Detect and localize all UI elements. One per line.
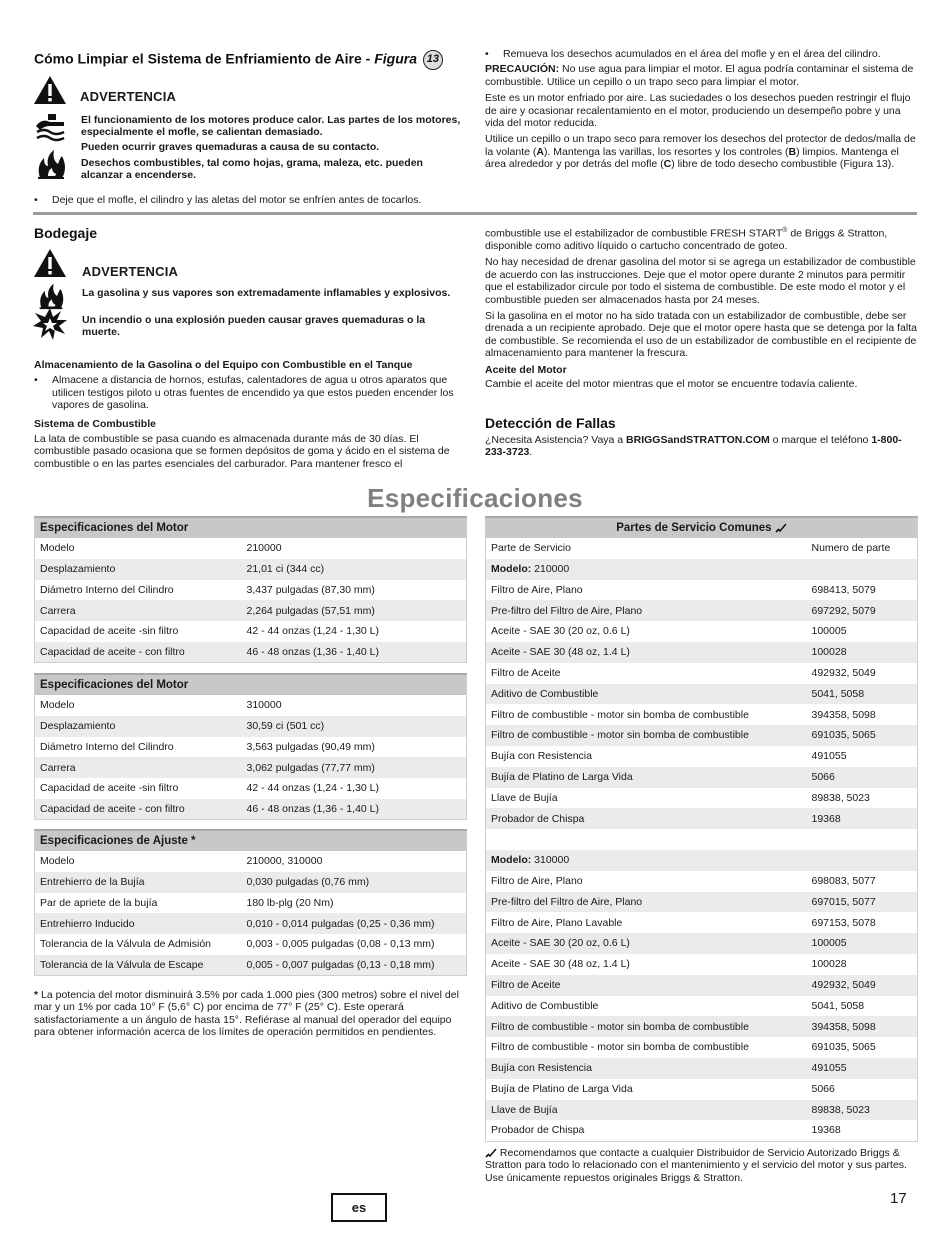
table-row: Entrehierro de la Bujía 0,030 pulgadas (0,76 mm) <box>35 872 467 893</box>
table-row: Aditivo de Combustible 5041, 5058 <box>486 996 918 1017</box>
engine-oil-subheading: Aceite del Motor <box>485 363 567 376</box>
table-title: Especificaciones de Ajuste * <box>35 830 467 851</box>
table-row: Filtro de Aceite 492932, 5049 <box>486 663 918 684</box>
specifications-title: Especificaciones <box>367 483 583 513</box>
phone-number: 1-800-233-3723 <box>485 434 902 459</box>
warning-triangle-icon <box>33 75 67 105</box>
table-row: Par de apriete de la bujía 180 lb-plg (20 Nm) <box>35 893 467 914</box>
table-row: Capacidad de aceite -sin filtro 42 - 44 onzas (1,24 - 1,30 L) <box>35 778 467 799</box>
table-row: Tolerancia de la Válvula de Escape 0,005 - 0,007 pulgadas (0,13 - 0,18 mm) <box>35 955 467 976</box>
fuel-storage-subheading: Almacenamiento de la Gasolina o del Equipo con Combustible en el Tanque <box>34 359 413 371</box>
fire-icon <box>34 282 68 310</box>
model-row: Modelo: 310000 <box>486 850 918 871</box>
table-row: Filtro de combustible - motor sin bomba de combustible 691035, 5065 <box>486 1037 918 1058</box>
storage-title: Bodegaje <box>34 225 98 241</box>
table-row: Entrehierro Inducido 0,010 - 0,014 pulgadas (0,25 - 0,36 mm) <box>35 913 467 934</box>
table-row: Modelo 210000 <box>35 538 467 559</box>
table-title: Especificaciones del Motor <box>35 517 467 538</box>
table-row: Probador de Chispa 19368 <box>486 808 918 829</box>
table-row: Pre-filtro del Filtro de Aire, Plano 697015, 5077 <box>486 892 918 913</box>
table-row: Carrera 2,264 pulgadas (57,51 mm) <box>35 600 467 621</box>
table-row: Aceite - SAE 30 (20 oz, 0.6 L) 100005 <box>486 621 918 642</box>
storage-warning-2: Un incendio o una explosión pueden causar graves quemaduras o la muerte. <box>82 314 426 338</box>
table-row: Desplazamiento 30,59 ci (501 cc) <box>35 716 467 737</box>
table-row: Bujía con Resistencia 491055 <box>486 1058 918 1079</box>
table-row: Filtro de Aire, Plano 698083, 5077 <box>486 871 918 892</box>
table-title: Partes de Servicio Comunes <box>486 517 918 538</box>
table-row: Aceite - SAE 30 (20 oz, 0.6 L) 100005 <box>486 933 918 954</box>
table-row: Aceite - SAE 30 (48 oz, 1.4 L) 100028 <box>486 642 918 663</box>
right-bullet: • Remueva los desechos acumulados en el área del mofle y en el área del cilindro. <box>485 48 919 60</box>
table-row: Bujía con Resistencia 491055 <box>486 746 918 767</box>
page-number: 17 <box>890 1190 907 1207</box>
brush-paragraph: Utilice un cepillo o un trapo seco para remover los desechos del protector de dedos/malla de la volante (A). Mantenga las varillas, los resortes y los controles (B) limpios. Mantenga el área alrededor y por detrás del mofle (C) libre de todo desecho combustible (Figura 13). <box>485 133 916 171</box>
table-row: Diámetro Interno del Cilindro 3,437 pulgadas (87,30 mm) <box>35 580 467 601</box>
figure-number-badge: 13 <box>423 50 443 70</box>
table-row: Filtro de combustible - motor sin bomba de combustible 394358, 5098 <box>486 1016 918 1037</box>
troubleshooting-text: ¿Necesita Asistencia? Vaya a BRIGGSandSTRATTON.COM o marque el teléfono 1-800-233-3723. <box>485 434 902 459</box>
air-warning-3: Desechos combustibles, tal como hojas, grama, maleza, etc. pueden alcanzar a encenderse. <box>81 157 423 181</box>
air-warning-2: Pueden ocurrir graves quemaduras a causa de su contacto. <box>81 141 380 153</box>
table-row: Aceite - SAE 30 (48 oz, 1.4 L) 100028 <box>486 954 918 975</box>
stabilizer-paragraph: No hay necesidad de drenar gasolina del motor si se agrega un estabilizador de combustible de acuerdo con las instrucciones. Deje que el motor opere durante 2 minutos para permitir que el estabilizador circule por todo el sistema de combustible. De este modo el motor y el combustible pueden ser almacenados hasta por 24 meses. <box>485 256 916 306</box>
hot-surface-icon <box>34 112 68 142</box>
table-row: Capacidad de aceite - con filtro 46 - 48 onzas (1,36 - 1,40 L) <box>35 799 467 820</box>
table-title: Especificaciones del Motor <box>35 674 467 695</box>
table-header-row: Parte de Servicio Numero de parte <box>486 538 918 559</box>
model-row: Modelo: 210000 <box>486 559 918 580</box>
service-parts-table <box>485 516 918 1142</box>
air-cooling-title: Cómo Limpiar el Sistema de Enfriamiento de Aire - Figura 13 <box>34 50 468 70</box>
fire-icon <box>34 148 68 180</box>
engine-oil-text: Cambie el aceite del motor mientras que el motor se encuentre todavía caliente. <box>485 377 858 390</box>
drain-paragraph: Si la gasolina en el motor no ha sido tratada con un estabilizador de combustible, debe ser drenada a un recipiente aprobado. Deje que el motor opere hasta que se detenga por la falta de combustible. Se recomienda el uso de un estabilizador de combustible en el recipiente de almacenamiento para mantener la frescura. <box>485 309 917 360</box>
table-row: Llave de Bujía 89838, 5023 <box>486 788 918 809</box>
adjustment-specs-table <box>34 829 467 976</box>
section-divider <box>33 212 917 215</box>
air-cooled-paragraph: Este es un motor enfriado por aire. Las suciedades o los desechos pueden restringir el flujo de aire y ocasionar recalentamiento en el motor, produciendo un desempeño pobre y una vida del motor reducida. <box>485 92 911 130</box>
wrench-check-icon <box>485 1148 497 1158</box>
table-row: Filtro de combustible - motor sin bomba de combustible 691035, 5065 <box>486 725 918 746</box>
storage-warning-title: ADVERTENCIA <box>82 264 179 279</box>
warning-title: ADVERTENCIA <box>80 89 177 104</box>
table-row: Modelo 210000, 310000 <box>35 851 467 872</box>
service-note: Recomendamos que contacte a cualquier Distribuidor de Servicio Autorizado Briggs & Stratton para todo lo relacionado con el mantenimiento y el servicio del motor y sus partes. Use únicamente repuestos originales Briggs & Stratton. <box>485 1147 907 1184</box>
warning-triangle-icon <box>33 248 67 278</box>
table-row: Probador de Chispa 19368 <box>486 1120 918 1141</box>
table-row: Filtro de Aire, Plano Lavable 697153, 5078 <box>486 912 918 933</box>
fuel-system-subheading: Sistema de Combustible <box>34 417 156 430</box>
table-row: Filtro de combustible - motor sin bomba de combustible 394358, 5098 <box>486 704 918 725</box>
wrench-check-icon <box>775 523 787 533</box>
table-row: Tolerancia de la Válvula de Admisión 0,003 - 0,005 pulgadas (0,08 - 0,13 mm) <box>35 934 467 955</box>
table-row: Filtro de Aire, Plano 698413, 5079 <box>486 580 918 601</box>
air-warning-1: El funcionamiento de los motores produce calor. Las partes de los motores, especialmente el mofle, se calientan demasiado. <box>81 114 461 138</box>
table-row: Aditivo de Combustible 5041, 5058 <box>486 684 918 705</box>
engine-specs-table-210000 <box>34 516 467 663</box>
website-link[interactable]: BRIGGSandSTRATTON.COM <box>626 434 770 446</box>
table-row: Pre-filtro del Filtro de Aire, Plano 697292, 5079 <box>486 600 918 621</box>
table-row: Modelo 310000 <box>35 695 467 716</box>
table-row: Desplazamiento 21,01 ci (344 cc) <box>35 559 467 580</box>
air-cooling-section <box>34 50 468 70</box>
fuel-storage-bullet: • Almacene a distancia de hornos, estufas, calentadores de agua u otros aparatos que utilicen testigos piloto u otras fuentes de encendido ya que estos pueden encender los vapores de gasolina. <box>34 374 468 411</box>
power-footnote: * La potencia del motor disminuirá 3.5% por cada 1.000 pies (300 metros) sobre el nivel del mar y un 1% por cada 10° F (5,6° C) por encima de 77° F (25° C). Este operará satisfactoriamente a un ángulo de hasta 15°. Refiérase al manual del operador del equipo para obtener información acerca de los límites de operación permitidos en pendientes. <box>34 989 459 1039</box>
table-row: Carrera 3,062 pulgadas (77,77 mm) <box>35 757 467 778</box>
table-row: Bujía de Platino de Larga Vida 5066 <box>486 1079 918 1100</box>
storage-body <box>34 359 468 470</box>
table-row: Capacidad de aceite - con filtro 46 - 48 onzas (1,36 - 1,40 L) <box>35 642 467 663</box>
engine-specs-table-310000 <box>34 673 467 820</box>
caution-paragraph: PRECAUCIÓN: No use agua para limpiar el motor. El agua podría contaminar el sistema de combustible. Utilice un cepillo o un trapo seco para limpiar el motor. <box>485 63 914 88</box>
table-row: Llave de Bujía 89838, 5023 <box>486 1100 918 1121</box>
storage-continued <box>485 225 919 390</box>
air-bullet: • Deje que el mofle, el cilindro y las aletas del motor se enfríen antes de tocarlos. <box>34 194 464 206</box>
troubleshooting-title: Detección de Fallas <box>485 415 616 431</box>
table-row: Capacidad de aceite -sin filtro 42 - 44 onzas (1,24 - 1,30 L) <box>35 621 467 642</box>
right-top-block <box>485 48 919 171</box>
table-row: Bujía de Platino de Larga Vida 5066 <box>486 767 918 788</box>
fuel-system-paragraph: La lata de combustible se pasa cuando es almacenada durante más de 30 días. El combustible pasado ocasiona que se formen depósitos de goma y ácido en el sistema de combustible o en las partes esenciales del carburador. Para mantener fresco el <box>34 433 450 470</box>
explosion-icon <box>33 308 67 340</box>
table-row: Filtro de Aceite 492932, 5049 <box>486 975 918 996</box>
language-badge: es <box>331 1193 387 1222</box>
fresh-start-paragraph: combustible use el estabilizador de combustible FRESH START® de Briggs & Stratton, disponible como aditivo líquido o cartucho concentrado de goteo. <box>485 227 888 252</box>
table-row: Diámetro Interno del Cilindro 3,563 pulgadas (90,49 mm) <box>35 737 467 758</box>
storage-warning-1: La gasolina y sus vapores son extremadamente inflamables y explosivos. <box>82 287 451 299</box>
spacer-row <box>486 829 918 850</box>
